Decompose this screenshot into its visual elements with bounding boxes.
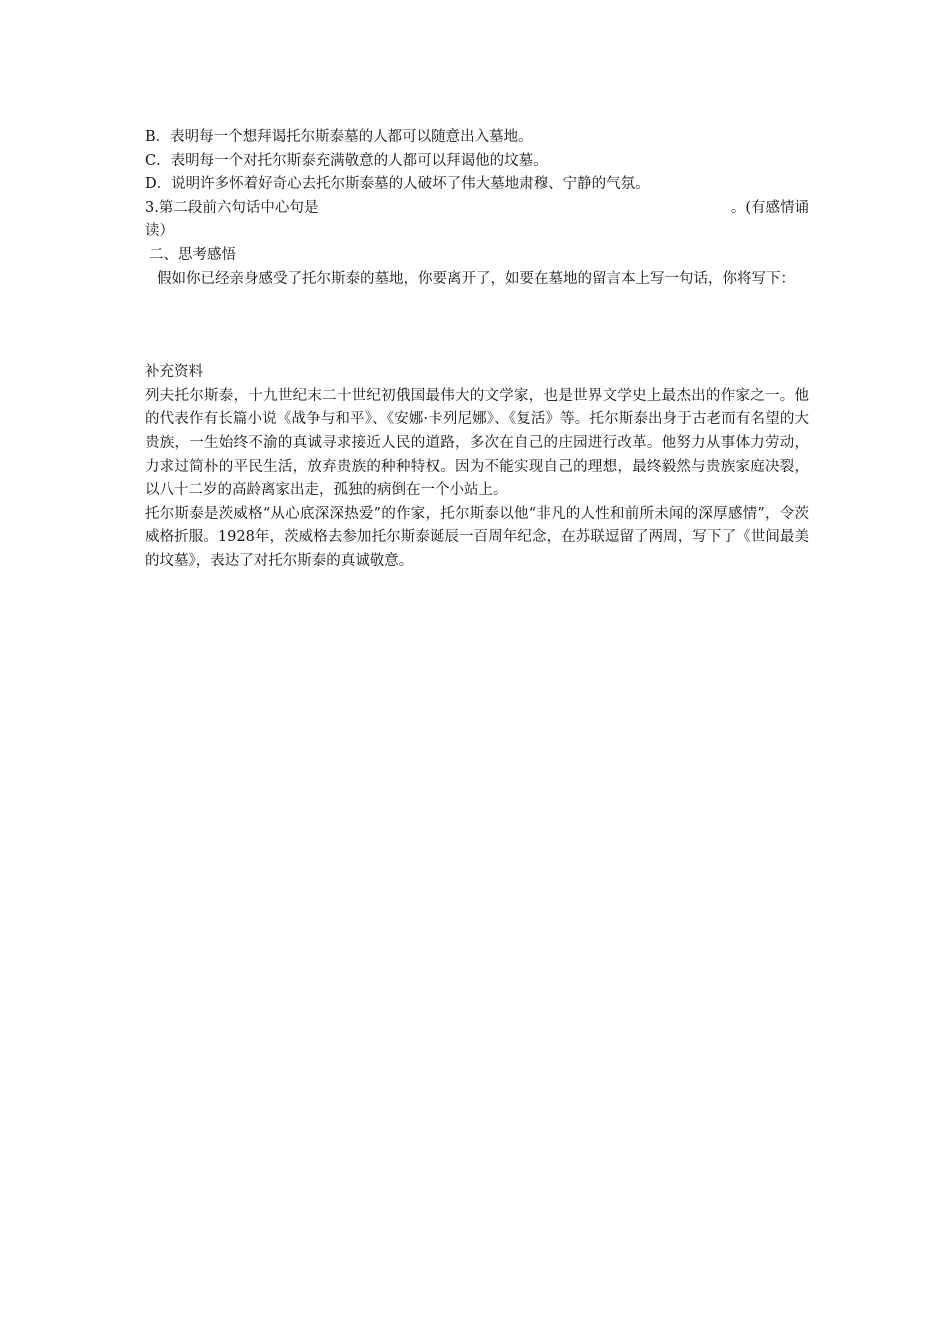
answer-blank-area bbox=[145, 291, 809, 361]
question-3-continuation: 读） bbox=[145, 223, 174, 240]
question-3-lead: 3.第二段前六句话中心句是 bbox=[145, 199, 319, 216]
question-3 bbox=[145, 197, 809, 221]
section-2-heading: 二、思考感悟 bbox=[149, 246, 236, 263]
supplement-paragraph-2: 托尔斯泰是茨威格“从心底深深热爱”的作家，托尔斯泰以他“非凡的人性和前所未闻的深厚感情”，令茨威格折服。1928年，茨威格去参加托尔斯泰诞辰一百周年纪念，在苏联逗留了两周，写下了《世间最美的坟墓》，表达了对托尔斯泰的真诚敬意。 bbox=[145, 505, 809, 569]
supplement-heading: 补充资料 bbox=[145, 364, 203, 381]
option-c: C．表明每一个对托尔斯泰充满敬意的人都可以拜谒他的坟墓。 bbox=[145, 152, 548, 169]
option-b: B．表明每一个想拜谒托尔斯泰墓的人都可以随意出入墓地。 bbox=[145, 129, 533, 145]
document-page bbox=[145, 126, 809, 574]
option-d: D．说明许多怀着好奇心去托尔斯泰墓的人破坏了伟大墓地肃穆、宁静的气氛。 bbox=[145, 176, 650, 193]
supplement-paragraph-1: 列夫托尔斯泰，十九世纪末二十世纪初俄国最伟大的文学家，也是世界文学史上最杰出的作家之一。他的代表作有长篇小说《战争与和平》、《安娜·卡列尼娜》、《复活》等。托尔斯泰出身于古老而有名望的大贵族，一生始终不渝的真诚寻求接近人民的道路，多次在自己的庄园进行改革。他努力从事体力劳动，力求过简朴的平民生活，放弃贵族的种种特权。因为不能实现自己的理想，最终毅然与贵族家庭决裂，以八十二岁的高龄离家出走，孤独的病倒在一个小站上。 bbox=[145, 387, 809, 499]
section-2-prompt: 假如你已经亲身感受了托尔斯泰的墓地，你要离开了，如要在墓地的留言本上写一句话，你将写下： bbox=[157, 270, 795, 287]
question-3-tail: 。(有感情诵 bbox=[730, 199, 809, 216]
